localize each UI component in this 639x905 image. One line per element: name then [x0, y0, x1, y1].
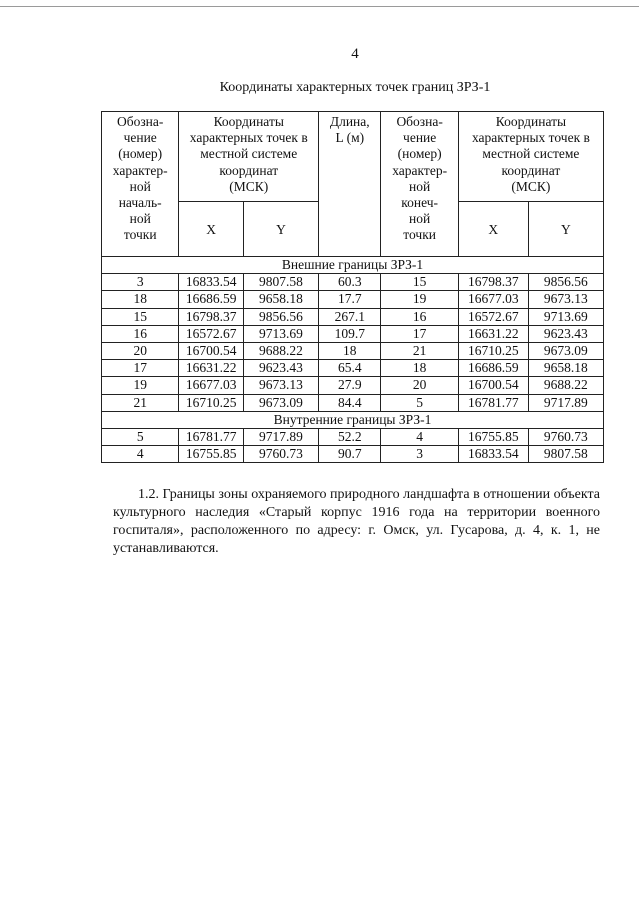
- table-row: [102, 377, 604, 394]
- table-row: [102, 394, 604, 411]
- cell-y-end: 9713.69: [528, 308, 603, 325]
- cell-y-end: 9856.56: [528, 274, 603, 291]
- cell-end-point: 4: [381, 428, 458, 445]
- header-y-start: Y: [243, 201, 318, 256]
- section-title: Внутренние границы ЗРЗ-1: [102, 411, 604, 428]
- cell-y-end: 9688.22: [528, 377, 603, 394]
- cell-end-point: 3: [381, 446, 458, 463]
- cell-x-start: 16755.85: [179, 446, 243, 463]
- cell-end-point: 16: [381, 308, 458, 325]
- cell-length: 18: [319, 342, 381, 359]
- table-row: [102, 291, 604, 308]
- cell-start-point: 3: [102, 274, 179, 291]
- cell-x-start: 16677.03: [179, 377, 243, 394]
- cell-start-point: 4: [102, 446, 179, 463]
- cell-y-end: 9717.89: [528, 394, 603, 411]
- document-title: Координаты характерных точек границ ЗРЗ-1: [219, 80, 491, 95]
- cell-start-point: 18: [102, 291, 179, 308]
- cell-start-point: 15: [102, 308, 179, 325]
- cell-start-point: 19: [102, 377, 179, 394]
- table-row: [102, 428, 604, 445]
- cell-x-end: 16631.22: [458, 325, 528, 342]
- header-end-point: Обозна- чение (номер) характер- ной конеч- ной точки: [381, 112, 458, 257]
- header-length: Длина, L (м): [319, 112, 381, 257]
- cell-x-end: 16798.37: [458, 274, 528, 291]
- cell-start-point: 20: [102, 342, 179, 359]
- top-rule: [0, 6, 639, 7]
- header-x-end: X: [458, 201, 528, 256]
- cell-x-start: 16572.67: [179, 325, 243, 342]
- header-coords-end: Координаты характерных точек в местной системе координат (МСК): [458, 112, 603, 202]
- cell-end-point: 5: [381, 394, 458, 411]
- coordinates-table: [101, 111, 604, 463]
- cell-y-start: 9717.89: [243, 428, 318, 445]
- cell-start-point: 17: [102, 360, 179, 377]
- cell-length: 27.9: [319, 377, 381, 394]
- cell-end-point: 18: [381, 360, 458, 377]
- cell-x-start: 16631.22: [179, 360, 243, 377]
- page-number: 4: [351, 46, 359, 62]
- cell-y-start: 9623.43: [243, 360, 318, 377]
- paragraph-1-2: 1.2. Границы зоны охраняемого природного ландшафта в отношении объекта культурного наследия «Старый корпус 1916 года на территории военного госпиталя», расположенного по адресу: г. Омск, ул. Гусарова, д. 4, к. 1, не устанавливаются.: [113, 487, 600, 556]
- header-coords-start: Координаты характерных точек в местной системе координат (МСК): [179, 112, 319, 202]
- cell-y-end: 9807.58: [528, 446, 603, 463]
- cell-x-start: 16710.25: [179, 394, 243, 411]
- table-row: [102, 342, 604, 359]
- table-row: [102, 274, 604, 291]
- cell-x-start: 16700.54: [179, 342, 243, 359]
- cell-end-point: 19: [381, 291, 458, 308]
- cell-y-end: 9760.73: [528, 428, 603, 445]
- header-x-start: X: [179, 201, 243, 256]
- cell-length: 84.4: [319, 394, 381, 411]
- cell-y-start: 9856.56: [243, 308, 318, 325]
- cell-y-end: 9673.13: [528, 291, 603, 308]
- table-row: [102, 446, 604, 463]
- header-start-point: Обозна- чение (номер) характер- ной началь- ной точки: [102, 112, 179, 257]
- section-title: Внешние границы ЗРЗ-1: [102, 257, 604, 274]
- cell-y-end: 9658.18: [528, 360, 603, 377]
- cell-y-end: 9623.43: [528, 325, 603, 342]
- cell-y-start: 9673.09: [243, 394, 318, 411]
- cell-x-end: 16755.85: [458, 428, 528, 445]
- table-header: [102, 112, 604, 257]
- table-body: [102, 257, 604, 463]
- cell-y-start: 9713.69: [243, 325, 318, 342]
- cell-end-point: 21: [381, 342, 458, 359]
- cell-x-end: 16781.77: [458, 394, 528, 411]
- cell-y-start: 9807.58: [243, 274, 318, 291]
- cell-length: 90.7: [319, 446, 381, 463]
- table-row: [102, 360, 604, 377]
- cell-x-end: 16833.54: [458, 446, 528, 463]
- cell-y-end: 9673.09: [528, 342, 603, 359]
- cell-length: 52.2: [319, 428, 381, 445]
- section-header-row: [102, 411, 604, 428]
- cell-length: 60.3: [319, 274, 381, 291]
- table-row: [102, 325, 604, 342]
- cell-length: 17.7: [319, 291, 381, 308]
- cell-x-start: 16686.59: [179, 291, 243, 308]
- cell-end-point: 15: [381, 274, 458, 291]
- section-header-row: [102, 257, 604, 274]
- cell-end-point: 17: [381, 325, 458, 342]
- cell-start-point: 16: [102, 325, 179, 342]
- cell-x-start: 16833.54: [179, 274, 243, 291]
- cell-y-start: 9658.18: [243, 291, 318, 308]
- cell-y-start: 9760.73: [243, 446, 318, 463]
- cell-x-start: 16798.37: [179, 308, 243, 325]
- cell-x-end: 16677.03: [458, 291, 528, 308]
- cell-length: 109.7: [319, 325, 381, 342]
- cell-x-start: 16781.77: [179, 428, 243, 445]
- cell-x-end: 16686.59: [458, 360, 528, 377]
- cell-start-point: 5: [102, 428, 179, 445]
- cell-length: 267.1: [319, 308, 381, 325]
- table-row: [102, 308, 604, 325]
- cell-x-end: 16710.25: [458, 342, 528, 359]
- header-y-end: Y: [528, 201, 603, 256]
- cell-end-point: 20: [381, 377, 458, 394]
- cell-y-start: 9688.22: [243, 342, 318, 359]
- cell-length: 65.4: [319, 360, 381, 377]
- cell-x-end: 16572.67: [458, 308, 528, 325]
- cell-start-point: 21: [102, 394, 179, 411]
- cell-x-end: 16700.54: [458, 377, 528, 394]
- cell-y-start: 9673.13: [243, 377, 318, 394]
